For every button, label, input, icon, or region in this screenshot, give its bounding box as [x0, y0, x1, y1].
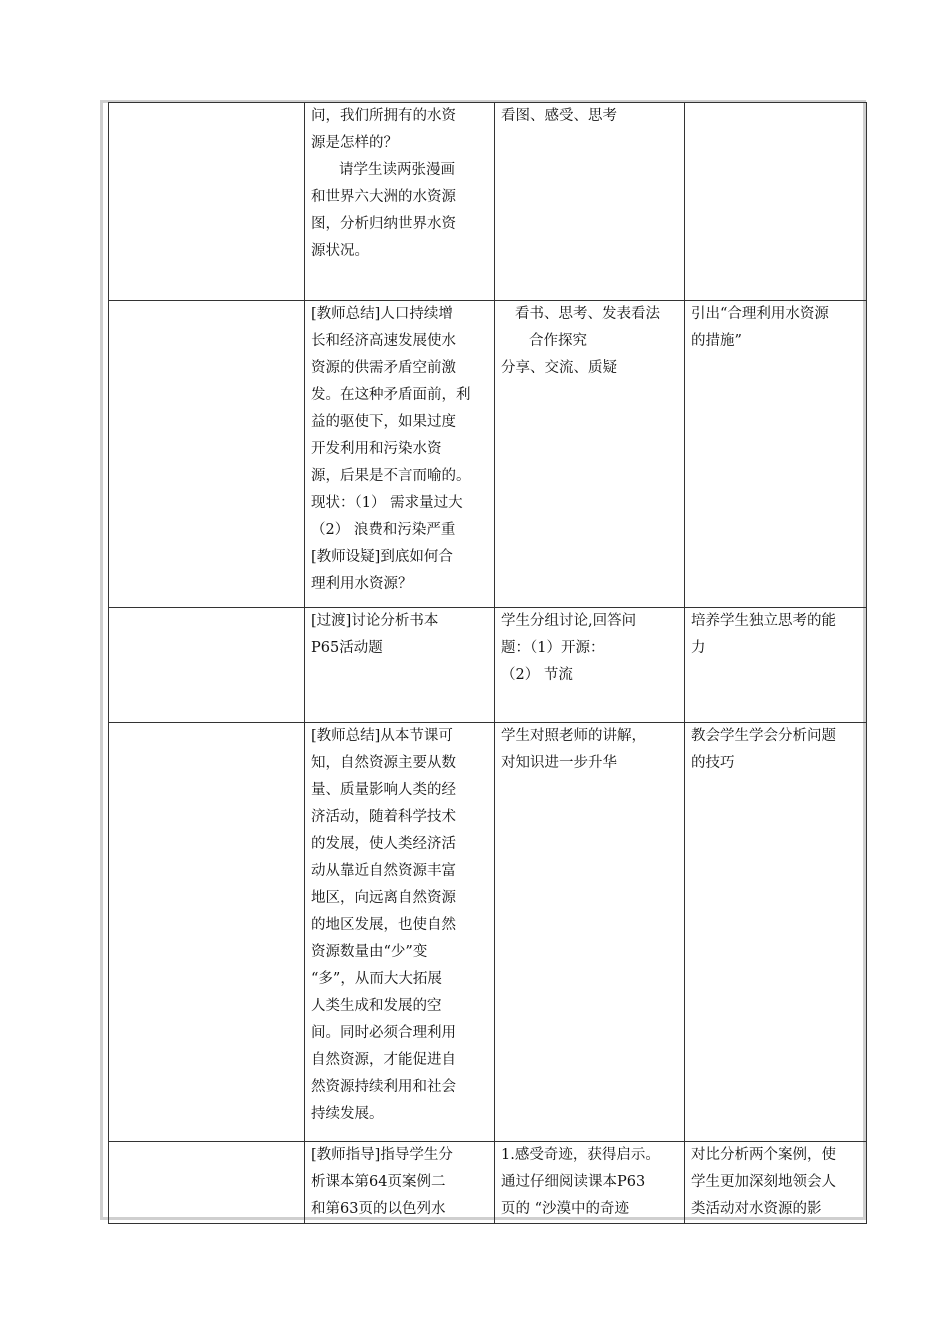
text-line: 1.感受奇迹，获得启示。	[501, 1147, 660, 1163]
design-intent-cell	[685, 723, 867, 1142]
student-activity-cell	[495, 723, 685, 1142]
table-row	[109, 103, 867, 301]
text-line: 开发利用和污染水资	[311, 441, 442, 457]
text-line: 析课本第64页案例二	[311, 1174, 446, 1190]
stage-cell	[109, 723, 305, 1142]
table-row	[109, 723, 867, 1142]
student-activity-cell	[495, 301, 685, 608]
student-activity-cell	[495, 103, 685, 301]
text-line: 培养学生独立思考的能	[691, 613, 836, 629]
text-line: 理利用水资源？	[311, 576, 413, 592]
text-line: [教师设疑]到底如何合	[311, 549, 453, 565]
text-line: 源，后果是不言而喻的。	[311, 468, 471, 484]
text-line: 自然资源，才能促进自	[311, 1052, 456, 1068]
table-row	[109, 301, 867, 608]
text-line: [教师总结]从本节课可	[311, 728, 453, 744]
text-line: 图，分析归纳世界水资	[311, 216, 456, 232]
text-line: 请学生读两张漫画	[339, 162, 455, 178]
stage-cell	[109, 301, 305, 608]
text-line: 源状况。	[311, 243, 369, 259]
text-line: 学生更加深刻地领会人	[691, 1174, 836, 1190]
text-line: 量、质量影响人类的经	[311, 782, 456, 798]
text-line: 人类生成和发展的空	[311, 998, 442, 1014]
text-line: 力	[691, 640, 706, 656]
text-line: 和世界六大洲的水资源	[311, 189, 456, 205]
text-line: （2） 节流	[501, 667, 573, 683]
text-line: 和第63页的以色列水	[311, 1201, 446, 1217]
text-line: 看书、思考、发表看法	[515, 306, 660, 322]
table-row	[109, 608, 867, 723]
design-intent-cell	[685, 301, 867, 608]
teacher-activity-cell	[305, 723, 495, 1142]
text-line: 学生对照老师的讲解，	[501, 728, 646, 744]
text-line: P65活动题	[311, 640, 383, 656]
text-line: [教师指导]指导学生分	[311, 1147, 453, 1163]
text-line: 页的 “沙漠中的奇迹	[501, 1201, 630, 1217]
teacher-activity-cell	[305, 1142, 495, 1224]
text-line: 看图、感受、思考	[501, 108, 617, 124]
text-line: 题：（1）开源：	[501, 640, 605, 656]
text-line: 的技巧	[691, 755, 735, 771]
text-line: 源是怎样的？	[311, 135, 398, 151]
text-line: 教会学生学会分析问题	[691, 728, 836, 744]
text-line: 间。同时必须合理利用	[311, 1025, 456, 1041]
teacher-activity-cell	[305, 301, 495, 608]
table-row	[109, 1142, 867, 1224]
text-line: 通过仔细阅读课本P63	[501, 1174, 646, 1190]
text-line: 现状：（1） 需求量过大	[311, 495, 463, 511]
student-activity-cell	[495, 1142, 685, 1224]
text-line: 持续发展。	[311, 1106, 384, 1122]
text-line: 的地区发展，也使自然	[311, 917, 456, 933]
text-line: 的措施”	[691, 333, 742, 349]
text-line: 学生分组讨论,回答问	[501, 613, 637, 629]
design-intent-cell	[685, 103, 867, 301]
lesson-plan-table	[108, 102, 867, 1224]
design-intent-cell	[685, 608, 867, 723]
text-line: 然资源持续利用和社会	[311, 1079, 456, 1095]
text-line: 动从靠近自然资源丰富	[311, 863, 456, 879]
text-line: 对比分析两个案例，使	[691, 1147, 836, 1163]
text-line: “多”，从而大大拓展	[311, 971, 442, 987]
text-line: 问，我们所拥有的水资	[311, 108, 456, 124]
text-line: 发。在这种矛盾面前，利	[311, 387, 471, 403]
text-line: 益的驱使下，如果过度	[311, 414, 456, 430]
text-line: 济活动，随着科学技术	[311, 809, 456, 825]
student-activity-cell	[495, 608, 685, 723]
text-line: 长和经济高速发展使水	[311, 333, 456, 349]
text-line: [教师总结]人口持续增	[311, 306, 453, 322]
stage-cell	[109, 608, 305, 723]
text-line: 对知识进一步升华	[501, 755, 617, 771]
text-line: 引出“合理利用水资源	[691, 306, 829, 322]
text-line: 合作探究	[529, 333, 587, 349]
text-line: 的发展，使人类经济活	[311, 836, 456, 852]
teacher-activity-cell	[305, 103, 495, 301]
text-line: [过渡]讨论分析书本	[311, 613, 439, 629]
teacher-activity-cell	[305, 608, 495, 723]
text-line: 知，自然资源主要从数	[311, 755, 456, 771]
stage-cell	[109, 1142, 305, 1224]
text-line: （2） 浪费和污染严重	[311, 522, 456, 538]
design-intent-cell	[685, 1142, 867, 1224]
text-line: 资源的供需矛盾空前激	[311, 360, 456, 376]
text-line: 分享、交流、质疑	[501, 360, 617, 376]
text-line: 地区，向远离自然资源	[311, 890, 456, 906]
text-line: 资源数量由“少”变	[311, 944, 428, 960]
stage-cell	[109, 103, 305, 301]
text-line: 类活动对水资源的影	[691, 1201, 822, 1217]
